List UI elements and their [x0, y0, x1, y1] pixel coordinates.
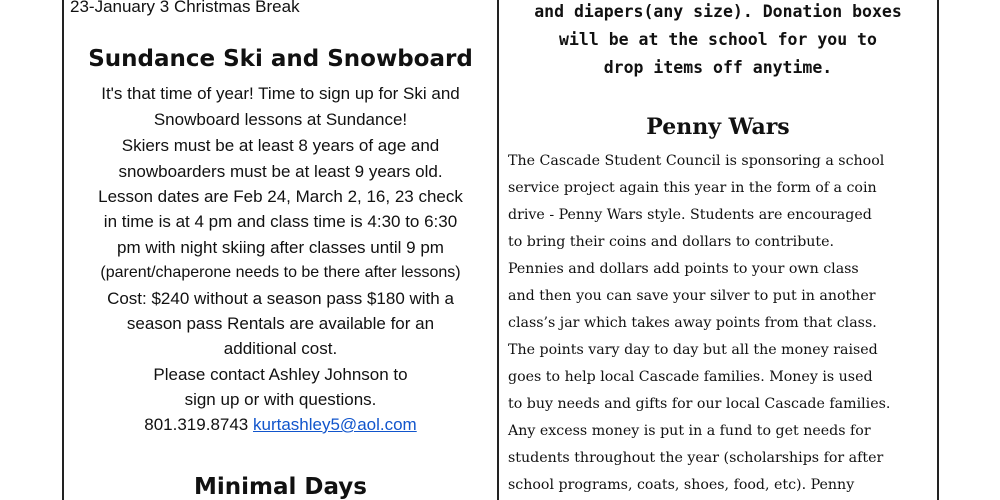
contact-email-link[interactable]: kurtashley5@aol.com	[253, 415, 417, 434]
ski-line: season pass Rentals are available for an	[126, 314, 435, 333]
left-column	[64, 0, 497, 500]
ski-line: Cost: $240 without a season pass $180 with a	[107, 289, 454, 308]
penny-line: drive - Penny Wars style. Students are encouraged	[508, 207, 872, 223]
ski-line: Snowboard lessons at Sundance!	[153, 110, 408, 129]
penny-line: to buy needs and gifts for our local Cascade families.	[508, 396, 891, 412]
minimal-days-heading: Minimal Days	[194, 474, 367, 500]
penny-line: goes to help local Cascade families. Money is used	[508, 369, 873, 385]
penny-line: class’s jar which takes away points from that class.	[508, 315, 877, 331]
ski-line: Lesson dates are Feb 24, March 2, 16, 23 check	[98, 187, 463, 206]
ski-line: (parent/chaperone needs to be there after lessons)	[100, 264, 461, 281]
ski-line: Skiers must be at least 8 years of age and	[121, 136, 440, 155]
penny-line: school programs, coats, shoes, food, etc). Penny	[508, 477, 855, 493]
penny-line: Any excess money is put in a fund to get needs for	[508, 423, 871, 439]
donation-line: will be at the school for you to	[559, 30, 877, 49]
ski-line: Please contact Ashley Johnson to	[153, 365, 408, 384]
donation-line: drop items off anytime.	[603, 58, 833, 77]
penny-line: service project again this year in the form of a coin	[508, 180, 877, 196]
contact-phone: 801.319.8743	[144, 415, 249, 434]
right-column	[499, 0, 937, 500]
ski-heading: Sundance Ski and Snowboard	[88, 46, 473, 72]
christmas-break-line: 23-January 3 Christmas Break	[70, 0, 300, 16]
contact-line	[64, 415, 497, 435]
penny-line: students throughout the year (scholarships for after	[508, 450, 884, 466]
donation-line: and diapers(any size). Donation boxes	[534, 2, 902, 21]
penny-wars-heading: Penny Wars	[646, 114, 790, 140]
penny-line: The Cascade Student Council is sponsoring a school	[508, 153, 885, 169]
ski-line: in time is at 4 pm and class time is 4:30 to 6:30	[103, 212, 458, 231]
ski-line: pm with night skiing after classes until 9 pm	[117, 238, 444, 257]
penny-line: Pennies and dollars add points to your own class	[508, 261, 859, 277]
column-border-right	[937, 0, 939, 500]
ski-line: sign up or with questions.	[184, 390, 377, 409]
penny-line: and then you can save your silver to put in another	[508, 288, 876, 304]
ski-line: additional cost.	[223, 339, 338, 358]
ski-line: It's that time of year! Time to sign up for Ski and	[101, 84, 460, 103]
penny-line: to bring their coins and dollars to contribute.	[508, 234, 835, 250]
ski-line: snowboarders must be at least 9 years old.	[118, 162, 443, 181]
penny-line: The points vary day to day but all the money raised	[508, 342, 878, 358]
